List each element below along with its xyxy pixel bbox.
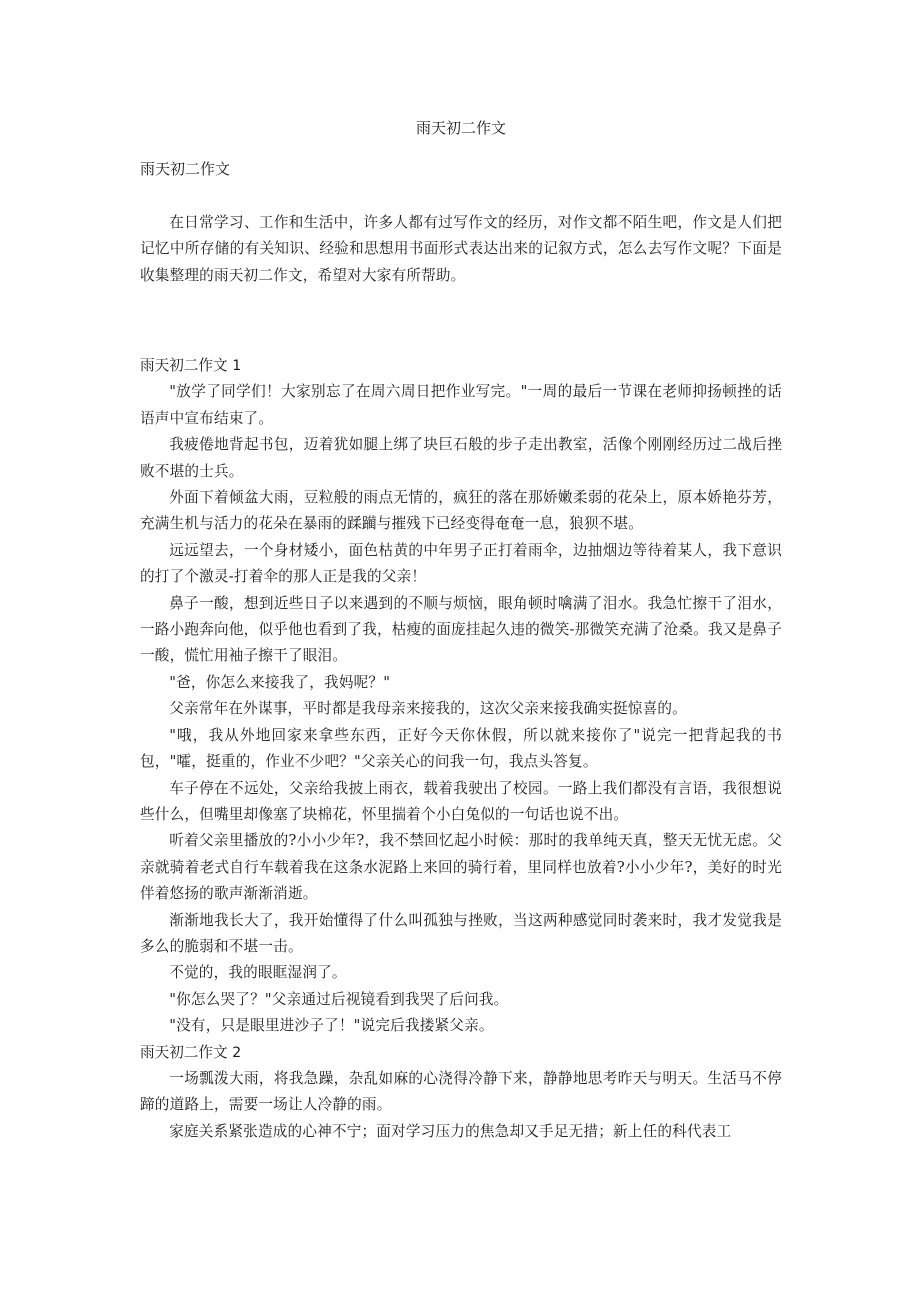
document-title: 雨天初二作文 [415,119,506,137]
paragraph: 渐渐地我长大了，我开始懂得了什么叫孤独与挫败，当这两种感觉同时袭来时，我才发觉我是多么的脆弱和不堪一击。 [140,911,782,955]
paragraph: 远远望去，一个身材矮小，面色枯黄的中年男子正打着雨伞，边抽烟边等待着某人，我下意识的打了个激灵-打着伞的那人正是我的父亲！ [140,541,782,586]
paragraph: 鼻子一酸，想到近些日子以来遇到的不顺与烦恼，眼角顿时噙满了泪水。我急忙擦干了泪水，一路小跑奔向他，似乎他也看到了我，枯瘦的面庞挂起久违的微笑-那微笑充满了沧桑。我又是鼻子一酸，慌忙用袖子擦干了眼泪。 [140,594,782,665]
paragraph: 车子停在不远处，父亲给我披上雨衣，载着我驶出了校园。一路上我们都没有言语，我很想说些什么，但嘴里却像塞了块棉花，怀里揣着个小白兔似的一句话也说不出。 [140,779,782,823]
section-heading-number: 2 [232,1044,242,1061]
section-heading-1 [140,353,782,379]
paragraph: "哦，我从外地回家来拿些东西，正好今天你休假，所以就来接你了"说完一把背起我的书包，"嚯，挺重的，作业不少吧？"父亲关心的问我一句，我点头答复。 [140,726,782,771]
paragraph: "没有，只是眼里进沙子了！"说完后我搂紧父亲。 [169,1017,494,1035]
paragraph: 家庭关系紧张造成的心神不宁；面对学习压力的焦急却又手足无措；新上任的科代表工 [169,1122,732,1140]
section-heading-text: 雨天初二作文 [140,1043,228,1061]
essay-section-1 [140,353,782,1040]
paragraph: "你怎么哭了？"父亲通过后视镜看到我哭了后问我。 [169,990,509,1008]
paragraph: 一场瓢泼大雨，将我急躁，杂乱如麻的心浇得冷静下来，静静地思考昨天与明天。生活马不停蹄的道路上，需要一场让人冷静的雨。 [140,1069,782,1114]
essay-section-2 [140,1040,782,1146]
document-subtitle: 雨天初二作文 [140,160,231,178]
paragraph: 我疲倦地背起书包，迈着犹如腿上绑了块巨石般的步子走出教室，活像个刚刚经历过二战后挫败不堪的士兵。 [140,436,782,480]
paragraph: 外面下着倾盆大雨，豆粒般的雨点无情的，疯狂的落在那娇嫩柔弱的花朵上，原本娇艳芬芳，充满生机与活力的花朵在暴雨的蹂躏与摧残下已经变得奄奄一息，狼狈不堪。 [140,489,782,533]
essays-container [140,353,782,1145]
intro-paragraph: 在日常学习、工作和生活中，许多人都有过写作文的经历，对作文都不陌生吧，作文是人们把记忆中所存储的有关知识、经验和思想用书面形式表达出来的记叙方式，怎么去写作文呢？下面是收集整理的雨天初二作文，希望对大家有所帮助。 [140,214,782,284]
intro-section [140,210,782,289]
section-heading-number: 1 [232,358,242,374]
section-heading-2 [140,1040,782,1066]
section-heading-text: 雨天初二作文 [140,357,228,374]
paragraph: "放学了同学们！大家别忘了在周六周日把作业写完。"一周的最后一节课在老师抑扬顿挫的话语声中宣布结束了。 [140,383,782,427]
paragraph: 父亲常年在外谋事，平时都是我母亲来接我的，这次父亲来接我确实挺惊喜的。 [169,700,687,718]
paragraph: "爸，你怎么来接我了，我妈呢？" [169,673,391,691]
paragraph: 听着父亲里播放的?小小少年?，我不禁回忆起小时候：那时的我单纯天真，整天无忧无虑。父亲就骑着老式自行车载着我在这条水泥路上来回的骑行着，里同样也放着?小小少年?，美好的时光伴着悠扬的歌声渐渐消逝。 [140,832,782,903]
paragraph: 不觉的，我的眼眶湿润了。 [169,964,347,982]
